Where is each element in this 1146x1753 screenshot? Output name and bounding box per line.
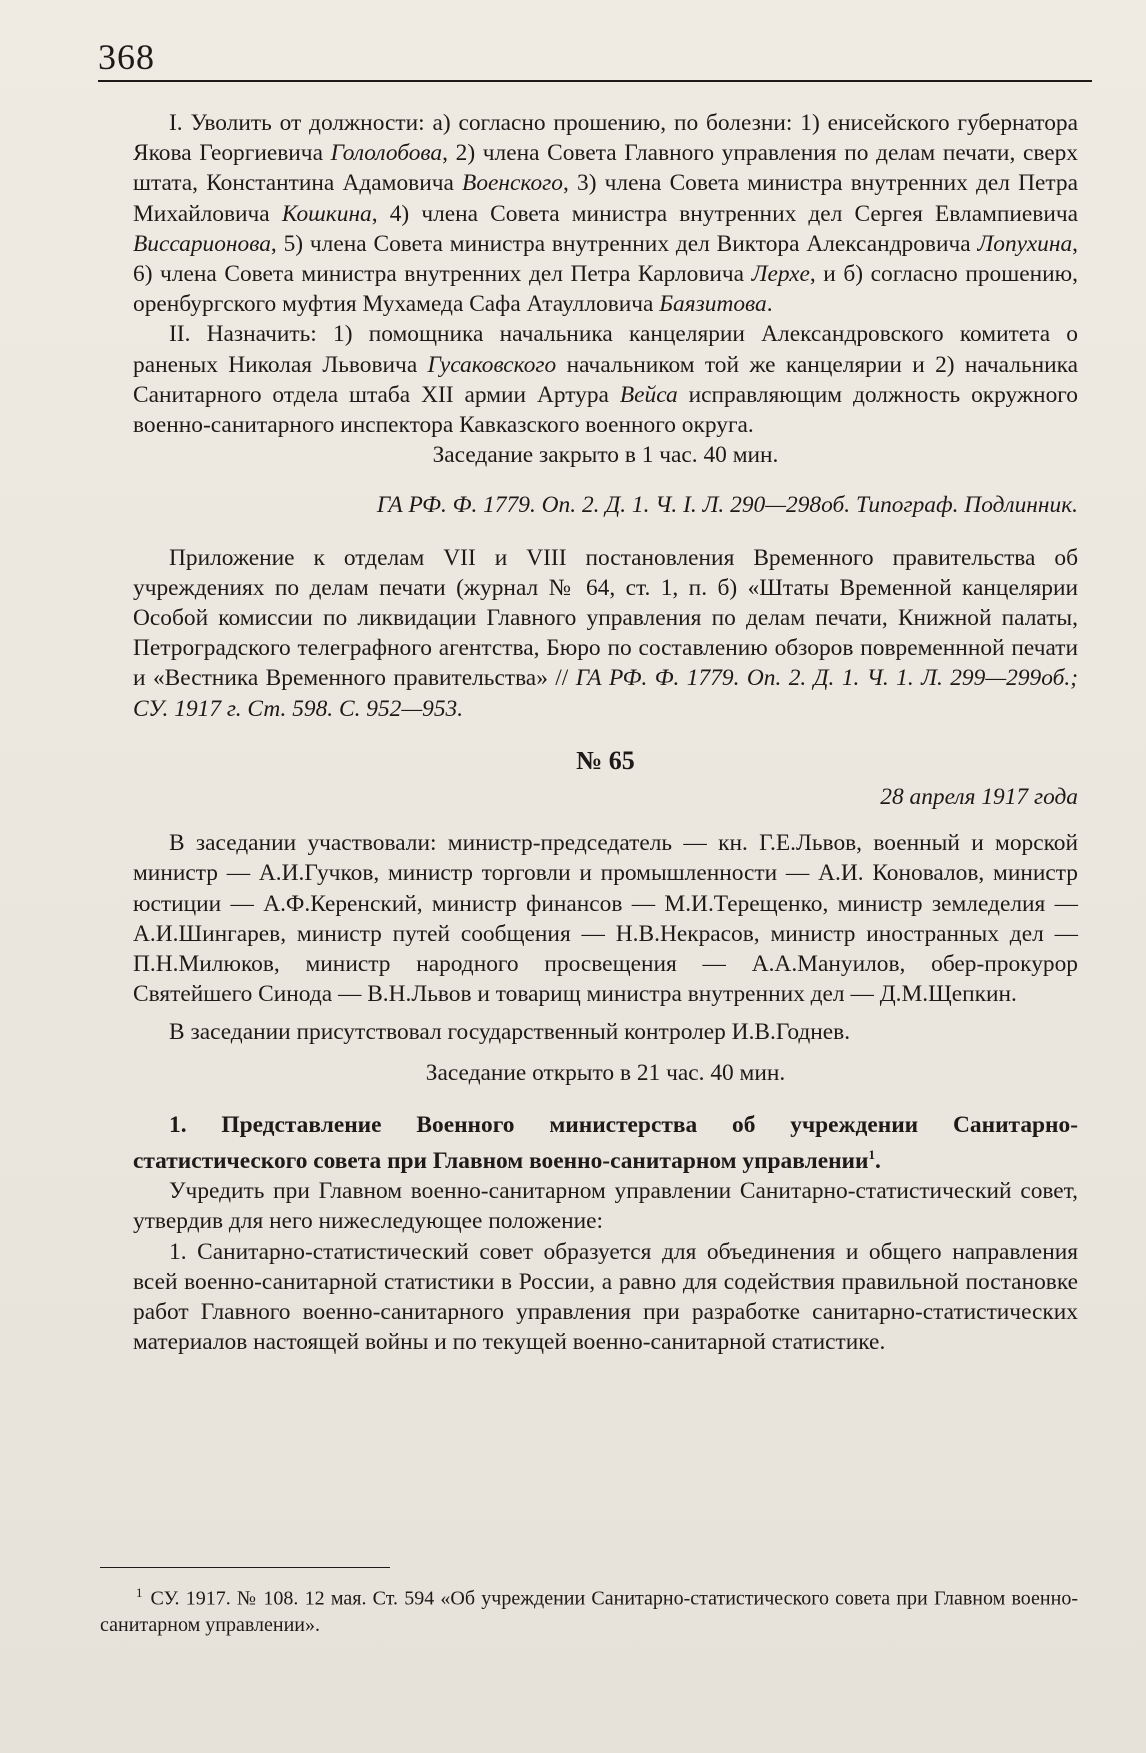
present-paragraph: В заседании присутствовал государственный контролер И.В.Годнев. (169, 1019, 851, 1046)
item-1-paragraph: 1. Санитарно-статистический совет образуется для объединения и общего направления всей военно-санитарной статистики в России, а равно для содействия правильной постановке работ Главного военно-санитарного управления при разработке санитарно-статистических материалов настоящей войны и по текущей военно-санитарной статистике. (133, 1238, 1078, 1356)
appendix-note: Приложение к отделам VII и VIII постановления Временного правительства об учреждениях по делам печати (журнал № 64, ст. 1, п. б) «Штаты Временной канцелярии Особой комиссии по ликвидации Главного управления по делам печати, Книжной палаты, Петроградского телеграфного агентства, Бюро по составлению обзоров повременнной печати и «Вестника Временного правительства» // ГА РФ. Ф. 1779. Оп. 2. Д. 1. Ч. 1. Л. 299—299об.; СУ. 1917 г. Ст. 598. С. 952—953. (133, 544, 1078, 722)
footnote: $^1$ СУ. 1917. № 108. 12 мая. Ст. 594 «Об учреждении Санитарно-статистического совета при Главном военно-санитарном управлении». (100, 1585, 1078, 1636)
resolution-paragraph: Учредить при Главном военно-санитарном управлении Санитарно-статистический совет, утвердив для него нижеследующее положение: (133, 1178, 1078, 1235)
document-number: № 65 (576, 745, 635, 775)
session-opened: Заседание открыто в 21 час. 40 мин. (425, 1059, 786, 1086)
session-closed: Заседание закрыто в 1 час. 40 мин. (432, 442, 779, 469)
appointment-paragraph: II. Назначить: 1) помощника начальника канцелярии Александровского комитета о раненых Николая Львовича Гусаковского начальником той же канцелярии и 2) начальника Санитарного отдела штаба XII армии Артура Вейса исправляющим должность окружного военно-санитарного инспектора Кавказского военного округа. (133, 321, 1078, 439)
header-rule (98, 80, 1092, 82)
footnote-rule (100, 1567, 390, 1568)
page-number: 368 (98, 37, 155, 77)
participants-paragraph: В заседании участвовали: министр-председатель — кн. Г.Е.Львов, военный и морской министр — А.И.Гучков, министр торговли и промышленности — А.И. Коновалов, министр юстиции — А.Ф.Керенский, министр финансов — М.И.Терещенко, министр земледелия — А.И.Шингарев, министр путей сообщения — Н.В.Некрасов, министр иностранных дел — П.Н.Милюков, министр народного просвещения — А.А.Мануилов, обер-прокурор Святейшего Синода — В.Н.Львов и товарищ министра внутренних дел — Д.М.Щепкин. (133, 830, 1078, 1008)
document-date: 28 апреля 1917 года (880, 784, 1078, 811)
dismissal-paragraph: I. Уволить от должности: а) согласно прошению, по болезни: 1) енисейского губернатора Якова Георгиевича Гололобова, 2) члена Совета Главного управления по делам печати, сверх штата, Константина Адамовича Военского, 3) члена Совета министра внутренних дел Петра Михайловича Кошкина, 4) члена Совета министра внутренних дел Сергея Евлампиевича Виссарионова, 5) члена Совета министра внутренних дел Виктора Александровича Лопухина, 6) члена Совета министра внутренних дел Петра Карловича Лерхе, и б) согласно прошению, оренбургского муфтия Мухамеда Сафа Атаулловича Баязитова. (133, 110, 1079, 318)
archive-citation: ГА РФ. Ф. 1779. Оп. 2. Д. 1. Ч. I. Л. 290—298об. Типограф. Подлинник. (376, 492, 1078, 519)
main-text (133, 108, 1078, 1357)
section-heading: 1. Представление Военного министерства об учреждении Санитарно-статистического совета при Главном военно-санитарном управлении$^1$. (133, 1111, 1078, 1174)
